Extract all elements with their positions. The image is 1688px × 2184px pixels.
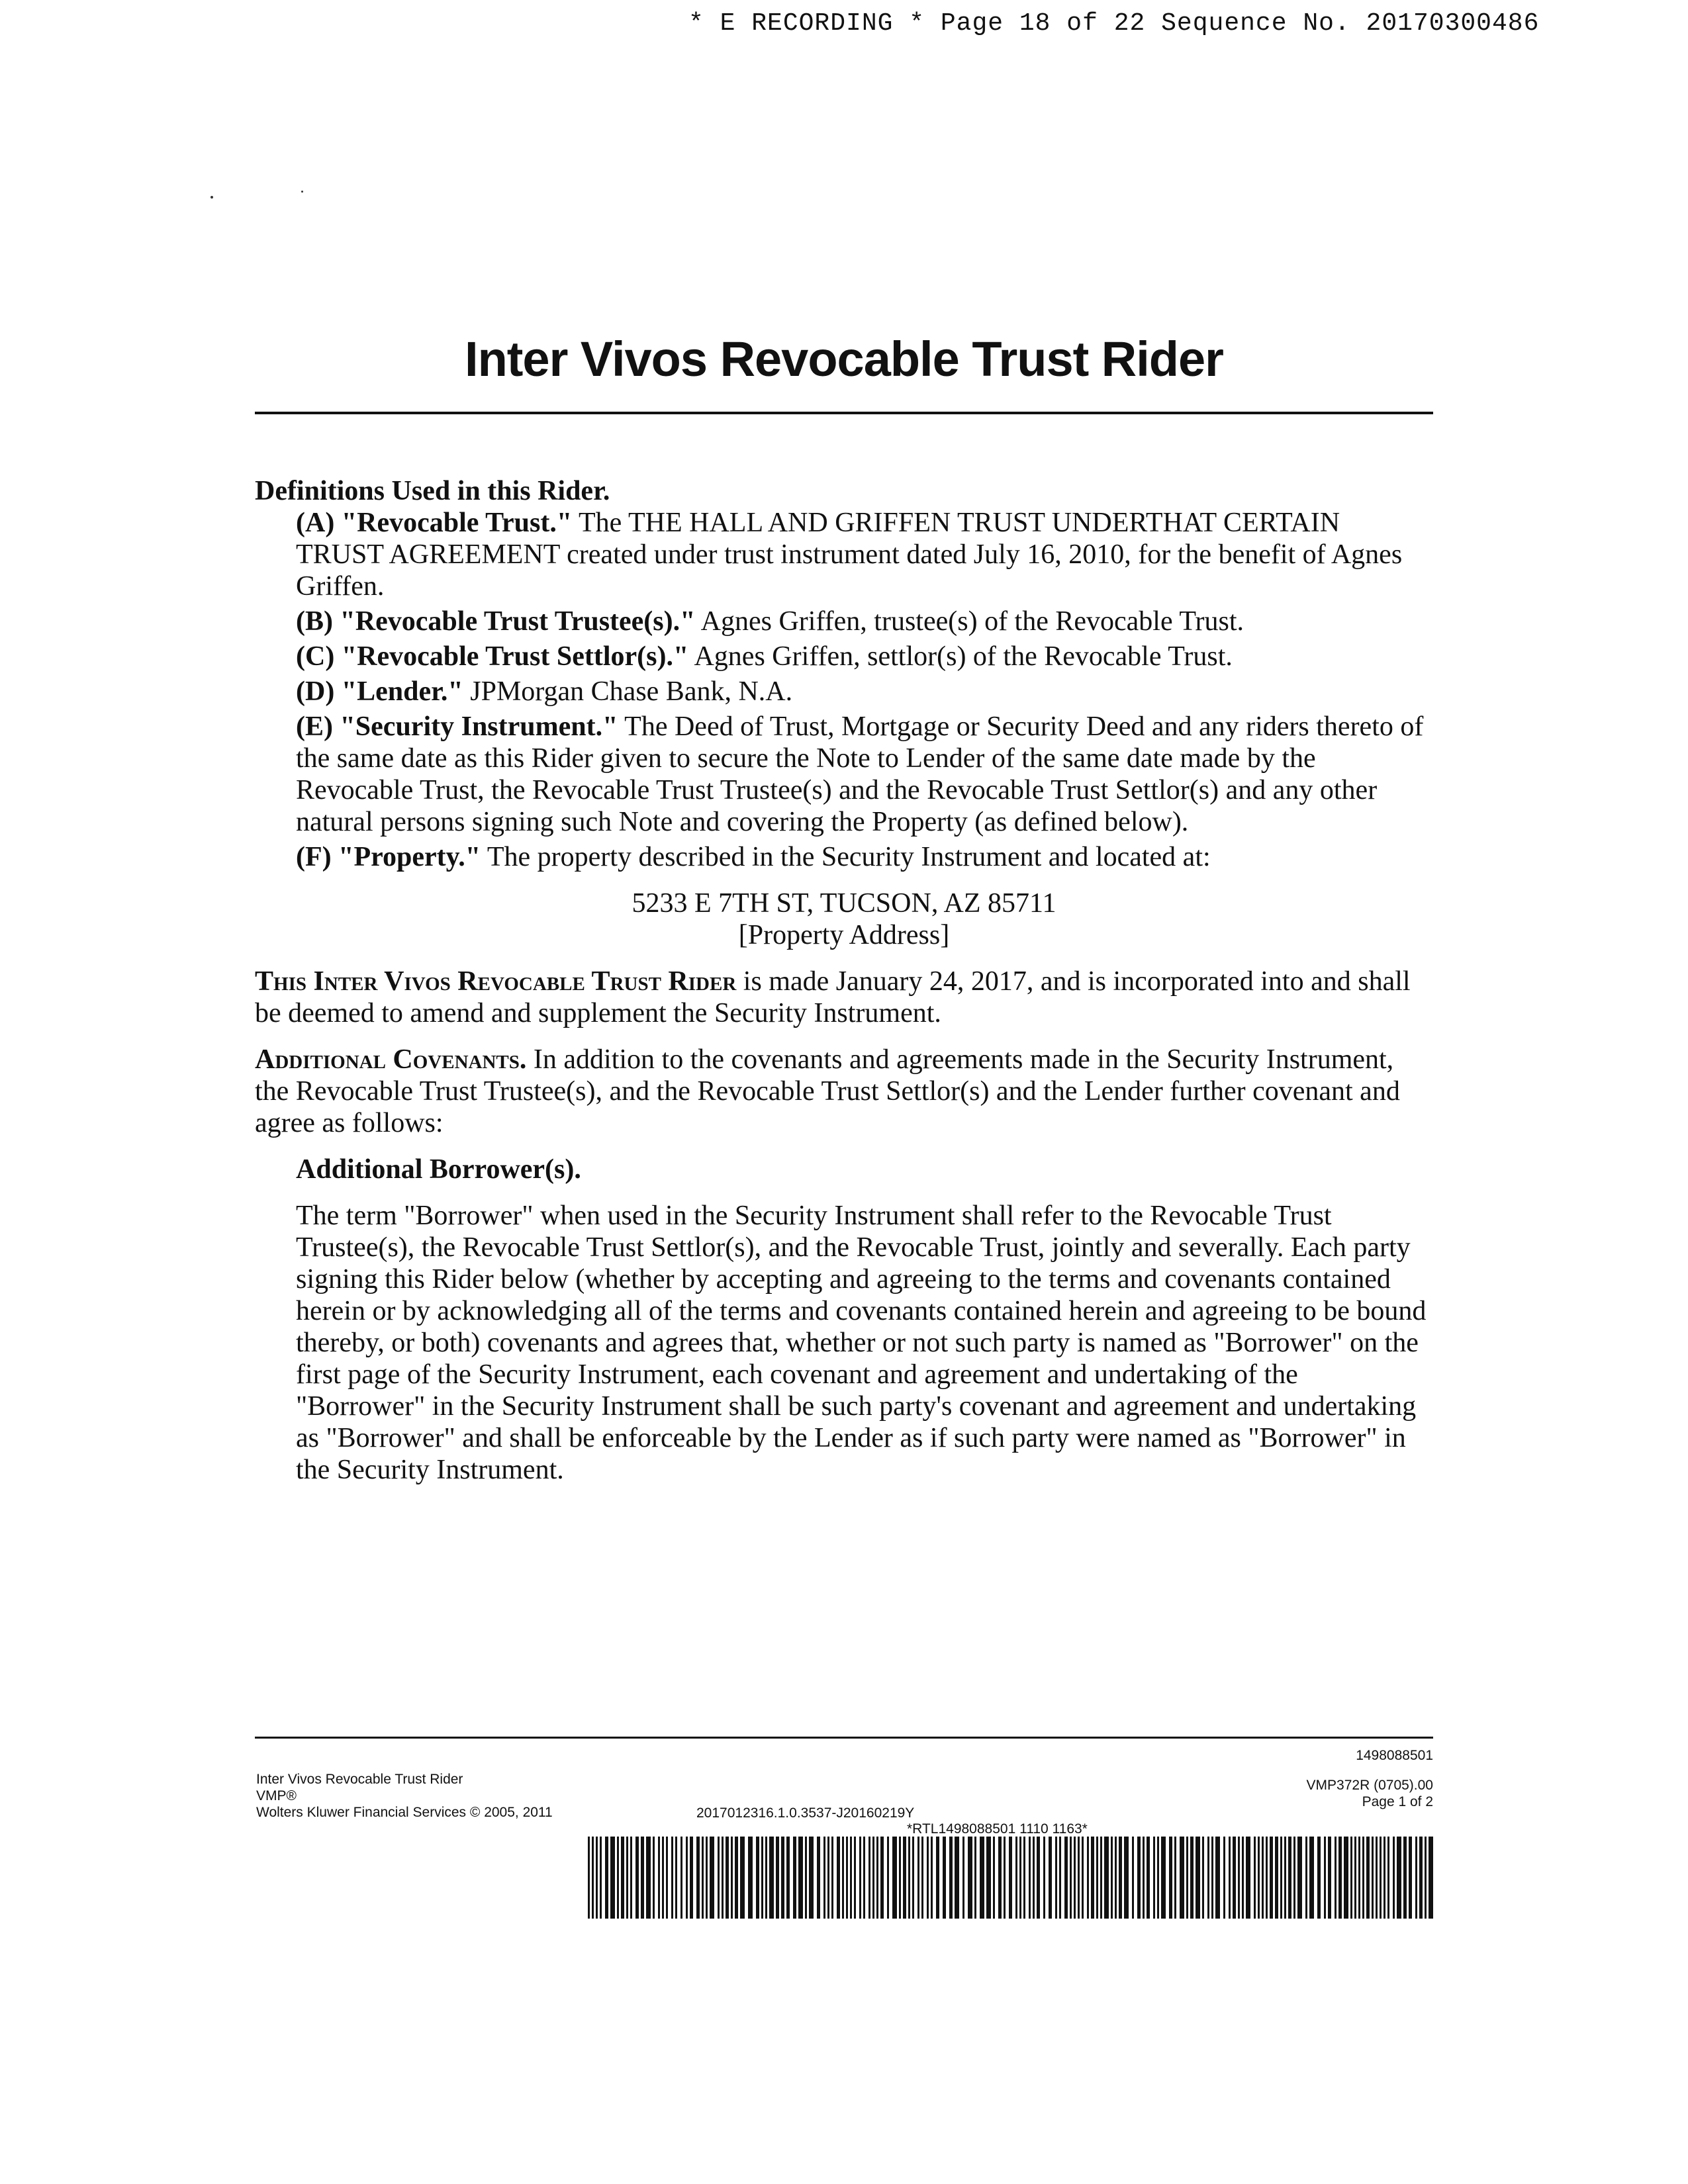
definition-item	[296, 507, 1433, 602]
definition-item	[296, 641, 1433, 672]
rider-text: is made January 24, 2017, and is incorporated into and shall be deemed to amend and supplement the Security Instrument.	[255, 966, 1411, 1028]
definition-label: (C) "Revocable Trust Settlor(s)."	[296, 641, 689, 672]
definitions-heading: Definitions Used in this Rider.	[255, 476, 610, 506]
document-title: Inter Vivos Revocable Trust Rider	[465, 332, 1223, 387]
borrowers-heading: Additional Borrower(s).	[296, 1154, 581, 1185]
definition-text: The THE HALL AND GRIFFEN TRUST UNDERTHAT CERTAIN TRUST AGREEMENT created under trust instrument dated July 16, 2010, for the benefit of Agnes Griffen.	[296, 508, 1403, 602]
footer-form-info	[256, 1771, 553, 1821]
definition-item	[296, 606, 1433, 637]
additional-covenants	[255, 1044, 1433, 1139]
definition-text: JPMorgan Chase Bank, N.A.	[463, 676, 793, 707]
barcode-icon	[588, 1837, 1434, 1919]
definition-label: (A) "Revocable Trust."	[296, 508, 573, 538]
property-address-label: [Property Address]	[738, 920, 950, 950]
loan-number: 1498088501	[1356, 1748, 1433, 1763]
scan-speck	[211, 196, 213, 199]
additional-borrowers-section	[255, 1154, 1433, 1486]
title-divider	[255, 412, 1433, 414]
definition-label: (D) "Lender."	[296, 676, 463, 707]
definition-text: The property described in the Security Instrument and located at:	[481, 842, 1211, 872]
footer-vmp: VMP®	[256, 1788, 297, 1803]
footer-publisher: Wolters Kluwer Financial Services © 2005, 2011	[256, 1805, 553, 1820]
borrowers-text: The term "Borrower" when used in the Security Instrument shall refer to the Revocable Trust Trustee(s), the Revocable Trust Settlor(s), and the Revocable Trust, jointly and severally. Each party signing this Rider below (whether by accepting and agreeing to the terms and covenants contained herein or by acknowledging all of the terms and covenants contained herein and agreeing to be bound thereby, or both) covenants and agrees that, whether or not such party is named as "Borrower" on the first page of the Security Instrument, each covenant and agreement and undertaking of the "Borrower" in the Security Instrument shall be such party's covenant and agreement and undertaking as "Borrower" and shall be enforceable by the Lender as if such party were named as "Borrower" in the Security Instrument.	[296, 1201, 1427, 1485]
footer-divider	[255, 1737, 1433, 1739]
rider-statement	[255, 966, 1433, 1029]
form-code: VMP372R (0705).00	[1306, 1778, 1433, 1793]
covenants-lead: Additional Covenants.	[255, 1044, 527, 1075]
definition-text: The Deed of Trust, Mortgage or Security Deed and any riders thereto of the same date as this Rider given to secure the Note to Lender of the same date made by the Revocable Trust, the Revocable Trust Trustee(s) and the Revocable Trust Settlor(s) and any other natural persons signing such Note and covering the Property (as defined below).	[296, 711, 1424, 837]
barcode-text: *RTL1498088501 1110 1163*	[907, 1821, 1088, 1837]
footer-form-name: Inter Vivos Revocable Trust Rider	[256, 1772, 463, 1787]
definition-text: Agnes Griffen, settlor(s) of the Revocable Trust.	[688, 641, 1233, 672]
scan-speck	[301, 191, 303, 193]
definition-item	[296, 711, 1433, 838]
footer-right-info	[1307, 1747, 1433, 1810]
definition-item	[296, 841, 1433, 873]
definition-label: (E) "Security Instrument."	[296, 711, 618, 742]
rider-lead: This Inter Vivos Revocable Trust Rider	[255, 966, 737, 997]
recording-header: * E RECORDING * Page 18 of 22 Sequence No. 20170300486	[688, 9, 1540, 38]
document-body	[255, 475, 1433, 1500]
definition-label: (F) "Property."	[296, 842, 481, 872]
footer-doc-code: 2017012316.1.0.3537-J20160219Y	[696, 1805, 915, 1821]
definition-item	[296, 676, 1433, 707]
page-number: Page 1 of 2	[1362, 1794, 1433, 1809]
definitions-list	[255, 507, 1433, 873]
definition-text: Agnes Griffen, trustee(s) of the Revocable Trust.	[695, 606, 1244, 637]
definition-label: (B) "Revocable Trust Trustee(s)."	[296, 606, 696, 637]
covenants-text: In addition to the covenants and agreements made in the Security Instrument, the Revocable Trust Trustee(s), and the Revocable Trust Settlor(s) and the Lender further covenant and agree as follows:	[255, 1044, 1400, 1138]
property-address: 5233 E 7TH ST, TUCSON, AZ 85711	[632, 888, 1056, 919]
